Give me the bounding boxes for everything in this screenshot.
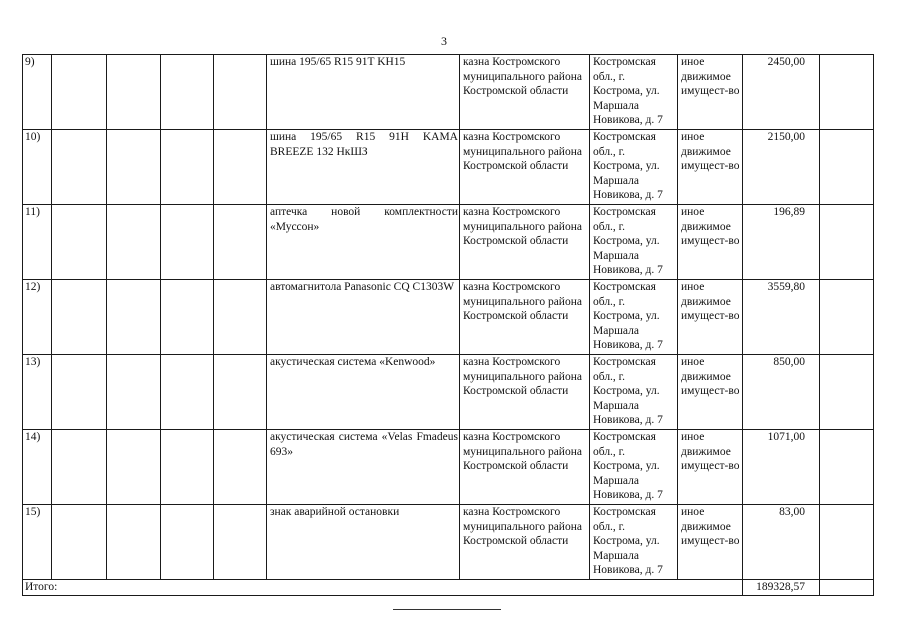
property-table: [22, 54, 874, 596]
blank-cell: [214, 505, 267, 580]
row-number: 15): [23, 505, 52, 580]
item-cost: 196,89: [743, 205, 820, 280]
table-row: [23, 205, 874, 280]
blank-cell: [107, 280, 161, 355]
item-address: Костромская обл., г. Кострома, ул. Маршала Новикова, д. 7: [590, 205, 678, 280]
table-row: [23, 505, 874, 580]
blank-cell: [214, 430, 267, 505]
table-row: [23, 130, 874, 205]
item-owner: казна Костромского муниципального района Костромской области: [460, 505, 590, 580]
row-number: 10): [23, 130, 52, 205]
total-value: 189328,57: [743, 580, 820, 596]
blank-cell: [161, 205, 214, 280]
item-owner: казна Костромского муниципального района Костромской области: [460, 430, 590, 505]
blank-cell: [161, 430, 214, 505]
page-number: 3: [441, 34, 447, 48]
item-kind: иное движимое имущест-во: [678, 55, 743, 130]
blank-cell: [107, 55, 161, 130]
blank-cell: [52, 130, 107, 205]
blank-cell: [820, 205, 874, 280]
blank-cell: [820, 280, 874, 355]
blank-cell: [161, 505, 214, 580]
item-name: шина 195/65 R15 91T KH15: [267, 55, 460, 130]
blank-cell: [107, 505, 161, 580]
item-address: Костромская обл., г. Кострома, ул. Маршала Новикова, д. 7: [590, 505, 678, 580]
item-owner: казна Костромского муниципального района Костромской области: [460, 280, 590, 355]
blank-cell: [107, 205, 161, 280]
blank-cell: [820, 505, 874, 580]
item-address: Костромская обл., г. Кострома, ул. Маршала Новикова, д. 7: [590, 430, 678, 505]
blank-cell: [107, 430, 161, 505]
item-cost: 83,00: [743, 505, 820, 580]
blank-cell: [214, 205, 267, 280]
item-owner: казна Костромского муниципального района Костромской области: [460, 355, 590, 430]
item-kind: иное движимое имущест-во: [678, 280, 743, 355]
item-owner: казна Костромского муниципального района Костромской области: [460, 130, 590, 205]
total-label: Итого:: [23, 580, 743, 596]
blank-cell: [820, 55, 874, 130]
item-owner: казна Костромского муниципального района Костромской области: [460, 205, 590, 280]
item-owner: казна Костромского муниципального района Костромской области: [460, 55, 590, 130]
item-kind: иное движимое имущест-во: [678, 130, 743, 205]
blank-cell: [52, 430, 107, 505]
row-number: 13): [23, 355, 52, 430]
blank-cell: [107, 130, 161, 205]
table-row: [23, 355, 874, 430]
item-address: Костромская обл., г. Кострома, ул. Маршала Новикова, д. 7: [590, 355, 678, 430]
blank-cell: [161, 280, 214, 355]
blank-cell: [52, 355, 107, 430]
item-name: аптечка новой комплектности «Муссон»: [267, 205, 460, 280]
row-number: 14): [23, 430, 52, 505]
blank-cell: [820, 355, 874, 430]
item-name: автомагнитола Panasonic CQ C1303W: [267, 280, 460, 355]
item-name: акустическая система «Kenwood»: [267, 355, 460, 430]
blank-cell: [214, 130, 267, 205]
blank-cell: [161, 55, 214, 130]
item-cost: 3559,80: [743, 280, 820, 355]
blank-cell: [214, 355, 267, 430]
blank-cell: [214, 280, 267, 355]
table-row: [23, 55, 874, 130]
blank-cell: [52, 505, 107, 580]
item-name: знак аварийной остановки: [267, 505, 460, 580]
item-name: акустическая система «Velas Fmadeus 693»: [267, 430, 460, 505]
item-address: Костромская обл., г. Кострома, ул. Маршала Новикова, д. 7: [590, 130, 678, 205]
footnote-separator: [393, 609, 501, 610]
item-kind: иное движимое имущест-во: [678, 505, 743, 580]
item-address: Костромская обл., г. Кострома, ул. Маршала Новикова, д. 7: [590, 280, 678, 355]
blank-cell: [52, 55, 107, 130]
item-kind: иное движимое имущест-во: [678, 355, 743, 430]
item-name: шина 195/65 R15 91H KAMA BREEZE 132 НкШЗ: [267, 130, 460, 205]
total-row: [23, 580, 874, 596]
table-row: [23, 280, 874, 355]
blank-cell: [214, 55, 267, 130]
item-kind: иное движимое имущест-во: [678, 205, 743, 280]
blank-cell: [52, 280, 107, 355]
item-cost: 850,00: [743, 355, 820, 430]
blank-cell: [161, 130, 214, 205]
blank-cell: [820, 130, 874, 205]
blank-cell: [107, 355, 161, 430]
row-number: 9): [23, 55, 52, 130]
total-blank-cell: [820, 580, 874, 596]
blank-cell: [820, 430, 874, 505]
item-cost: 2150,00: [743, 130, 820, 205]
item-cost: 1071,00: [743, 430, 820, 505]
item-address: Костромская обл., г. Кострома, ул. Маршала Новикова, д. 7: [590, 55, 678, 130]
row-number: 11): [23, 205, 52, 280]
blank-cell: [161, 355, 214, 430]
row-number: 12): [23, 280, 52, 355]
table-row: [23, 430, 874, 505]
item-kind: иное движимое имущест-во: [678, 430, 743, 505]
item-cost: 2450,00: [743, 55, 820, 130]
blank-cell: [52, 205, 107, 280]
